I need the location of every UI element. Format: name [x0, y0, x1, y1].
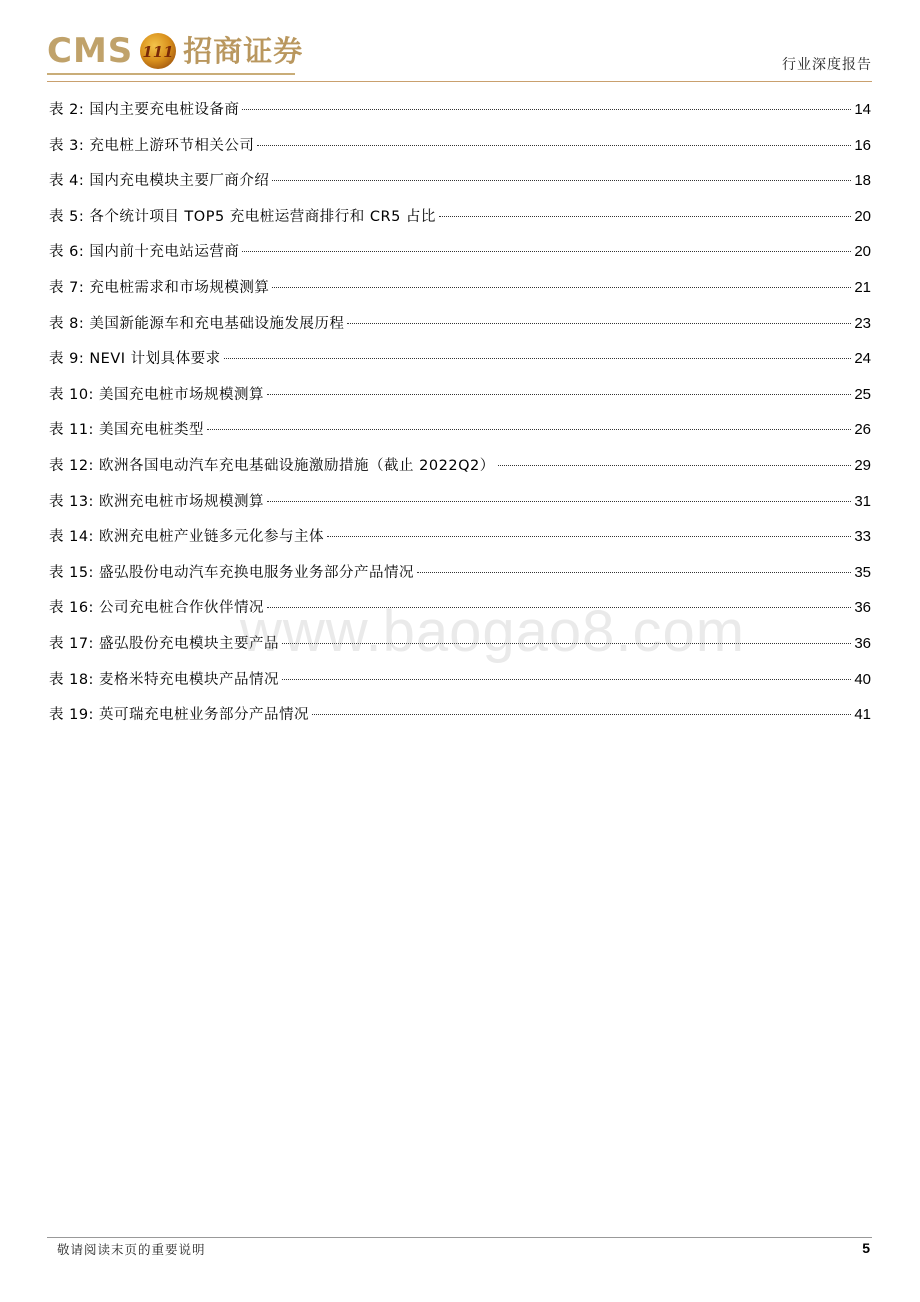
- toc-entry-title: 表 8: 美国新能源车和充电基础设施发展历程: [49, 315, 345, 332]
- toc-dot-leader: [224, 358, 852, 359]
- toc-entry[interactable]: [49, 488, 871, 524]
- toc-entry-title: 表 12: 欧洲各国电动汽车充电基础设施激励措施（截止 2022Q2）: [49, 457, 495, 474]
- toc-entry-page: 24: [854, 350, 871, 368]
- toc-entry[interactable]: [49, 238, 871, 274]
- toc-dot-leader: [257, 145, 851, 146]
- logo-text-en: CMS: [47, 31, 134, 71]
- toc-entry-title: 表 9: NEVI 计划具体要求: [49, 351, 221, 368]
- toc-dot-leader: [417, 572, 851, 573]
- header-divider: [47, 81, 872, 82]
- toc-entry[interactable]: [49, 523, 871, 559]
- toc-entry[interactable]: [49, 452, 871, 488]
- logo-text-cn: 招商证券: [183, 33, 304, 68]
- toc-dot-leader: [267, 501, 851, 502]
- toc-entry-title: 表 16: 公司充电桩合作伙伴情况: [49, 600, 265, 617]
- toc-entry-page: 36: [854, 634, 871, 652]
- toc-entry[interactable]: [49, 96, 871, 132]
- toc-dot-leader: [242, 109, 851, 110]
- toc-entry-page: 14: [854, 101, 871, 118]
- cms-logo: [47, 28, 303, 74]
- toc-dot-leader: [267, 394, 851, 395]
- logo-emblem-icon: [139, 32, 177, 70]
- toc-entry-title: 表 18: 麦格米特充电模块产品情况: [49, 671, 280, 688]
- toc-dot-leader: [498, 465, 852, 466]
- toc-entry-page: 29: [854, 456, 871, 474]
- toc-entry[interactable]: [49, 701, 871, 737]
- toc-entry-title: 表 4: 国内充电模块主要厂商介绍: [49, 173, 270, 190]
- footer-note: 敬请阅读末页的重要说明: [57, 1242, 206, 1257]
- toc-dot-leader: [272, 287, 851, 288]
- report-type: 行业深度报告: [782, 57, 872, 73]
- toc-entry-page: 35: [854, 563, 871, 581]
- toc-dot-leader: [207, 429, 851, 430]
- toc-entry[interactable]: [49, 310, 871, 346]
- toc-entry-page: 36: [854, 599, 871, 617]
- page-number: 5: [862, 1240, 870, 1256]
- toc-entry-title: 表 19: 英可瑞充电桩业务部分产品情况: [49, 707, 310, 724]
- page-header: [0, 0, 920, 82]
- watermark: www.baogao8.com: [240, 599, 746, 664]
- toc-entry[interactable]: [49, 416, 871, 452]
- toc-entry-title: 表 14: 欧洲充电桩产业链多元化参与主体: [49, 529, 325, 546]
- toc-entry-page: 20: [854, 207, 871, 225]
- toc-entry[interactable]: [49, 203, 871, 239]
- toc-entry-title: 表 11: 美国充电桩类型: [49, 422, 205, 439]
- toc-entry-page: 25: [854, 385, 871, 403]
- toc-dot-leader: [242, 251, 851, 252]
- toc-entry-title: 表 6: 国内前十充电站运营商: [49, 244, 240, 261]
- toc-entry-title: 表 10: 美国充电桩市场规模测算: [49, 386, 265, 403]
- toc-entry-page: 16: [854, 136, 871, 154]
- toc-dot-leader: [272, 180, 851, 181]
- toc-entry[interactable]: [49, 345, 871, 381]
- toc-entry-page: 33: [854, 528, 871, 546]
- logo-underline: [47, 73, 295, 75]
- toc-entry[interactable]: [49, 132, 871, 168]
- toc-entry-page: 20: [854, 243, 871, 261]
- toc-entry-page: 18: [854, 172, 871, 190]
- toc-entry-title: 表 17: 盛弘股份充电模块主要产品: [49, 635, 280, 652]
- toc-entry-title: 表 15: 盛弘股份电动汽车充换电服务业务部分产品情况: [49, 564, 415, 581]
- toc-entry-page: 21: [854, 278, 871, 296]
- toc-entry[interactable]: [49, 167, 871, 203]
- toc-dot-leader: [327, 536, 851, 537]
- logo-emblem-text: 111: [142, 43, 174, 61]
- toc-entry-title: 表 3: 充电桩上游环节相关公司: [49, 137, 255, 154]
- toc-entry[interactable]: [49, 381, 871, 417]
- toc-dot-leader: [439, 216, 851, 217]
- toc-entry[interactable]: [49, 666, 871, 702]
- toc-entry-title: 表 7: 充电桩需求和市场规模测算: [49, 279, 270, 296]
- toc-entry-page: 41: [854, 706, 871, 724]
- toc-entry-page: 40: [854, 670, 871, 688]
- footer-divider: [47, 1237, 872, 1238]
- toc-entry-page: 26: [854, 421, 871, 439]
- toc-entry-title: 表 2: 国内主要充电桩设备商: [49, 102, 240, 118]
- toc-entry[interactable]: [49, 559, 871, 595]
- toc-dot-leader: [312, 714, 851, 715]
- toc-entry-page: 23: [854, 314, 871, 332]
- toc-dot-leader: [282, 679, 851, 680]
- toc-entry-title: 表 5: 各个统计项目 TOP5 充电桩运营商排行和 CR5 占比: [49, 208, 436, 225]
- toc-entry-page: 31: [854, 492, 871, 510]
- toc-dot-leader: [347, 323, 851, 324]
- toc-entry[interactable]: [49, 274, 871, 310]
- toc-entry-title: 表 13: 欧洲充电桩市场规模测算: [49, 493, 265, 510]
